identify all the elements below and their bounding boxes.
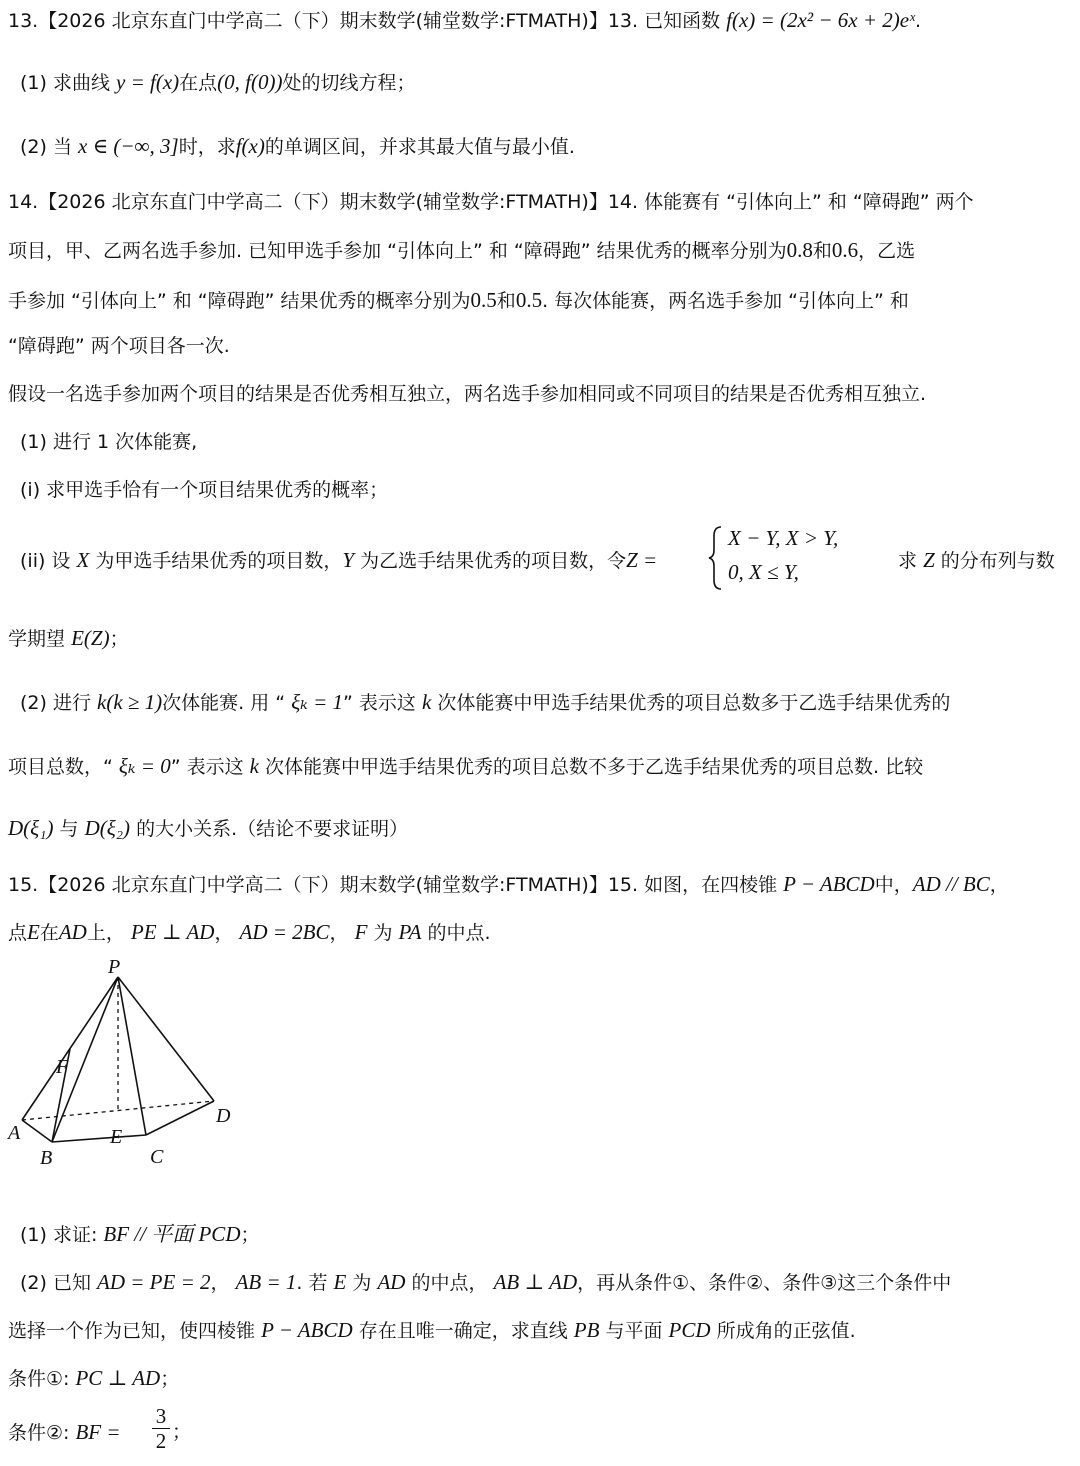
q14-EZ: E(Z): [71, 626, 110, 650]
q14-l9-end: ；: [109, 628, 129, 650]
pyramid-figure: [0, 955, 260, 1205]
q14-ii-label: (ii) 设: [20, 550, 71, 572]
q15-l2-AD: AD: [58, 920, 87, 944]
q14-line2: [8, 236, 915, 265]
q13-stem: [8, 6, 921, 35]
q13-end: .: [914, 10, 922, 32]
q13-p2-text2: 的单调区间，并求其最大值与最小值.: [264, 136, 575, 158]
q14-part2: [20, 688, 950, 717]
q13-p1-point: (0, f(0)): [217, 70, 283, 94]
q15-l2-PA: PA: [398, 920, 422, 944]
q14-ii-text3: 的分布列与数: [940, 550, 1055, 572]
q14-p2-k2: k: [421, 690, 432, 714]
q15-p2-t1: 为: [352, 1272, 372, 1294]
q14-D2: D(ξ₂): [84, 816, 131, 840]
q13-function: f(x) = (2x² − 6x + 2)eˣ: [726, 8, 915, 32]
q15-l1-end: ，: [989, 874, 1009, 896]
q14-l11-k: k: [249, 754, 259, 778]
q13-part1: [20, 68, 416, 97]
q15-c2-expr: BF =: [75, 1420, 121, 1444]
q15-p3-t4: 所成角的正弦值.: [716, 1320, 856, 1342]
q15-line3: [8, 1316, 856, 1345]
q13-header: 13.【2026 北京东直门中学高二（下）期末数学(辅堂数学:FTMATH)】13. 已知函数: [8, 10, 721, 32]
q15-cond1: [8, 1364, 179, 1393]
q14-ii-X: X: [76, 548, 90, 572]
q15-part2: [20, 1268, 951, 1297]
q14-ii-ask: 求: [898, 550, 918, 572]
brace-icon: [706, 524, 726, 592]
q14-ii-Y: Y: [342, 548, 355, 572]
q15-cond2: [8, 1418, 121, 1447]
q15-l2-t3: 上，: [86, 922, 125, 944]
q14-case1: X − Y, X > Y,: [728, 526, 839, 550]
q15-p2-eq1: AD = PE = 2: [97, 1270, 211, 1294]
q15-l2-c2: ，: [329, 922, 349, 944]
q15-part1: [20, 1220, 260, 1249]
q15-l2-t2: 在: [39, 922, 59, 944]
q14-l11-text3: 次体能赛中甲选手结果优秀的项目总数不多于乙选手结果优秀的项目总数. 比较: [265, 756, 924, 778]
q15-l2-t4: 为: [373, 922, 393, 944]
q14-ii-Zeq: Z =: [626, 548, 658, 572]
q14-piecewise: [706, 524, 906, 592]
q14-line3: [8, 286, 909, 315]
q14-part1-i: (i) 求甲选手恰有一个项目结果优秀的概率；: [20, 479, 389, 501]
q13-p2-domain: x ∈ (−∞, 3]: [78, 134, 179, 158]
q15-p2-t3: ，再从条件①、条件②、条件③这三个条件中: [577, 1272, 952, 1294]
q15-c1-expr: PC ⊥ AD: [75, 1366, 161, 1390]
q15-l2-t1: 点: [8, 922, 28, 944]
q15-p2-t2: 的中点，: [411, 1272, 488, 1294]
edge-PD: [118, 977, 214, 1101]
q15-l2-E: E: [27, 920, 40, 944]
q14-l9-text: 学期望: [8, 628, 66, 650]
q13-p1-text: 在点: [179, 72, 218, 94]
q14-case2: 0, X ≤ Y,: [728, 560, 799, 584]
q15-p2-label: (2) 已知: [20, 1272, 91, 1294]
q15-p3-PCD: PCD: [668, 1318, 711, 1342]
q14-ii-tail: [898, 546, 1055, 575]
q14-line11: [8, 752, 923, 781]
q14-l11-xi0: ξₖ = 0: [118, 754, 171, 778]
q15-p2-perp: AB ⊥ AD: [493, 1270, 578, 1294]
q14-line9: [8, 624, 129, 653]
q15-p2-AD: AD: [377, 1270, 406, 1294]
q14-l11-text: 项目总数，“: [8, 756, 113, 778]
q15-c2-den: 2: [155, 1429, 167, 1453]
q15-line2: [8, 918, 491, 947]
q14-p2-text3: 次体能赛中甲选手结果优秀的项目总数多于乙选手结果优秀的: [437, 692, 951, 714]
q13-p1-text2: 处的切线方程；: [282, 72, 416, 94]
label-P: P: [108, 956, 121, 978]
q15-p1-label: (1) 求证:: [20, 1224, 98, 1246]
q15-l2-c1: ，: [214, 922, 234, 944]
q14-l3-p1: 0.5: [470, 288, 497, 312]
q15-p2-E: E: [333, 1270, 347, 1294]
edge-AD-hidden: [22, 1101, 214, 1120]
q15-p2-eq2: AB = 1: [235, 1270, 297, 1294]
q14-line5: 假设一名选手参加两个项目的结果是否优秀相互独立，两名选手参加相同或不同项目的结果是否优秀相互独立.: [8, 383, 927, 405]
q14-l11-text2: ” 表示这: [170, 756, 244, 778]
q15-l2-perp: PE ⊥ AD: [130, 920, 215, 944]
q13-p2-label: (2) 当: [20, 136, 72, 158]
q14-l3-p2: 0.5: [515, 288, 543, 312]
q15-p2-c1: ，: [210, 1272, 230, 1294]
q13-p2-text: 时，求: [178, 136, 236, 158]
q14-p2-k: k(k ≥ 1): [97, 690, 163, 714]
q15-l1-in: 中，: [874, 874, 913, 896]
q14-l2-text: 项目，甲、乙两名选手参加. 已知甲选手参加 “引体向上” 和 “障碍跑” 结果优秀的概率分别为: [8, 240, 787, 262]
q15-line1: [8, 870, 1009, 899]
label-C: C: [150, 1146, 164, 1168]
q14-l2-p2: 0.6: [831, 238, 859, 262]
q14-l2-p1: 0.8: [786, 238, 813, 262]
q14-ii-text1: 为甲选手结果优秀的项目数，: [95, 550, 343, 572]
q14-p2-text2: ” 表示这: [343, 692, 416, 714]
edge-BC: [52, 1135, 146, 1142]
label-A: A: [8, 1122, 21, 1144]
q14-p2-text1: 次体能赛. 用 “: [162, 692, 286, 714]
q14-p2-xi1: ξₖ = 1: [291, 690, 344, 714]
q14-line4: “障碍跑” 两个项目各一次.: [8, 335, 230, 357]
q14-l2-and: 和: [812, 240, 832, 262]
q15-l1-text: 15.【2026 北京东直门中学高二（下）期末数学(辅堂数学:FTMATH)】15. 如图，在四棱锥: [8, 874, 778, 896]
q14-l12-and: 与: [59, 818, 79, 840]
q15-p2-if: . 若: [296, 1272, 328, 1294]
label-E: E: [110, 1126, 123, 1148]
q14-part1-ii: [20, 546, 657, 575]
q13-part2: [20, 132, 575, 161]
q15-pyramid: P − ABCD: [783, 872, 875, 896]
q15-p1-claim: BF // 平面 PCD: [103, 1222, 241, 1246]
q15-c1-label: 条件①:: [8, 1368, 70, 1390]
q15-c2-fraction: [152, 1404, 170, 1453]
q14-ii-Z: Z: [923, 548, 935, 572]
q15-p3-t1: 选择一个作为已知，使四棱锥: [8, 1320, 256, 1342]
q14-l12-text: 的大小关系.（结论不要求证明）: [136, 818, 409, 840]
q14-l3-tail: . 每次体能赛，两名选手参加 “引体向上” 和: [542, 290, 909, 312]
q15-c1-end: ；: [160, 1368, 180, 1390]
q15-p3-t2: 存在且唯一确定，求直线: [358, 1320, 568, 1342]
edge-PC: [118, 977, 146, 1135]
q14-l3-and: 和: [496, 290, 516, 312]
q14-part1: (1) 进行 1 次体能赛,: [20, 431, 198, 453]
q15-p3-pyr: P − ABCD: [261, 1318, 353, 1342]
q14-ii-text2: 为乙选手结果优秀的项目数，令: [360, 550, 627, 572]
q13-p2-fx: f(x): [235, 134, 265, 158]
q14-l2-tail: ，乙选: [858, 240, 916, 262]
q14-p2-label: (2) 进行: [20, 692, 91, 714]
label-D: D: [216, 1105, 231, 1127]
q15-p1-end: ；: [240, 1224, 260, 1246]
label-F: F: [56, 1056, 69, 1078]
q15-p3-PB: PB: [573, 1318, 600, 1342]
q15-c2-num: 3: [155, 1404, 167, 1428]
q15-c2-label: 条件②:: [8, 1422, 70, 1444]
q15-c2-end: ；: [172, 1421, 192, 1443]
q14-line1: 14.【2026 北京东直门中学高二（下）期末数学(辅堂数学:FTMATH)】14. 体能赛有 “引体向上” 和 “障碍跑” 两个: [8, 191, 974, 213]
label-B: B: [40, 1147, 53, 1169]
q15-p3-t3: 与平面: [605, 1320, 663, 1342]
q13-p1-curve: y = f(x): [116, 70, 180, 94]
q13-p1-label: (1) 求曲线: [20, 72, 110, 94]
q14-l3-text: 手参加 “引体向上” 和 “障碍跑” 结果优秀的概率分别为: [8, 290, 471, 312]
q15-parallel: AD // BC: [912, 872, 990, 896]
q15-l2-F: F: [354, 920, 368, 944]
q14-D1: D(ξ₁): [8, 816, 54, 840]
q14-line12: [8, 814, 408, 843]
q15-l2-eq: AD = 2BC: [239, 920, 330, 944]
edge-CD: [146, 1101, 214, 1135]
edge-AB: [22, 1120, 52, 1142]
q15-l2-t5: 的中点.: [427, 922, 491, 944]
